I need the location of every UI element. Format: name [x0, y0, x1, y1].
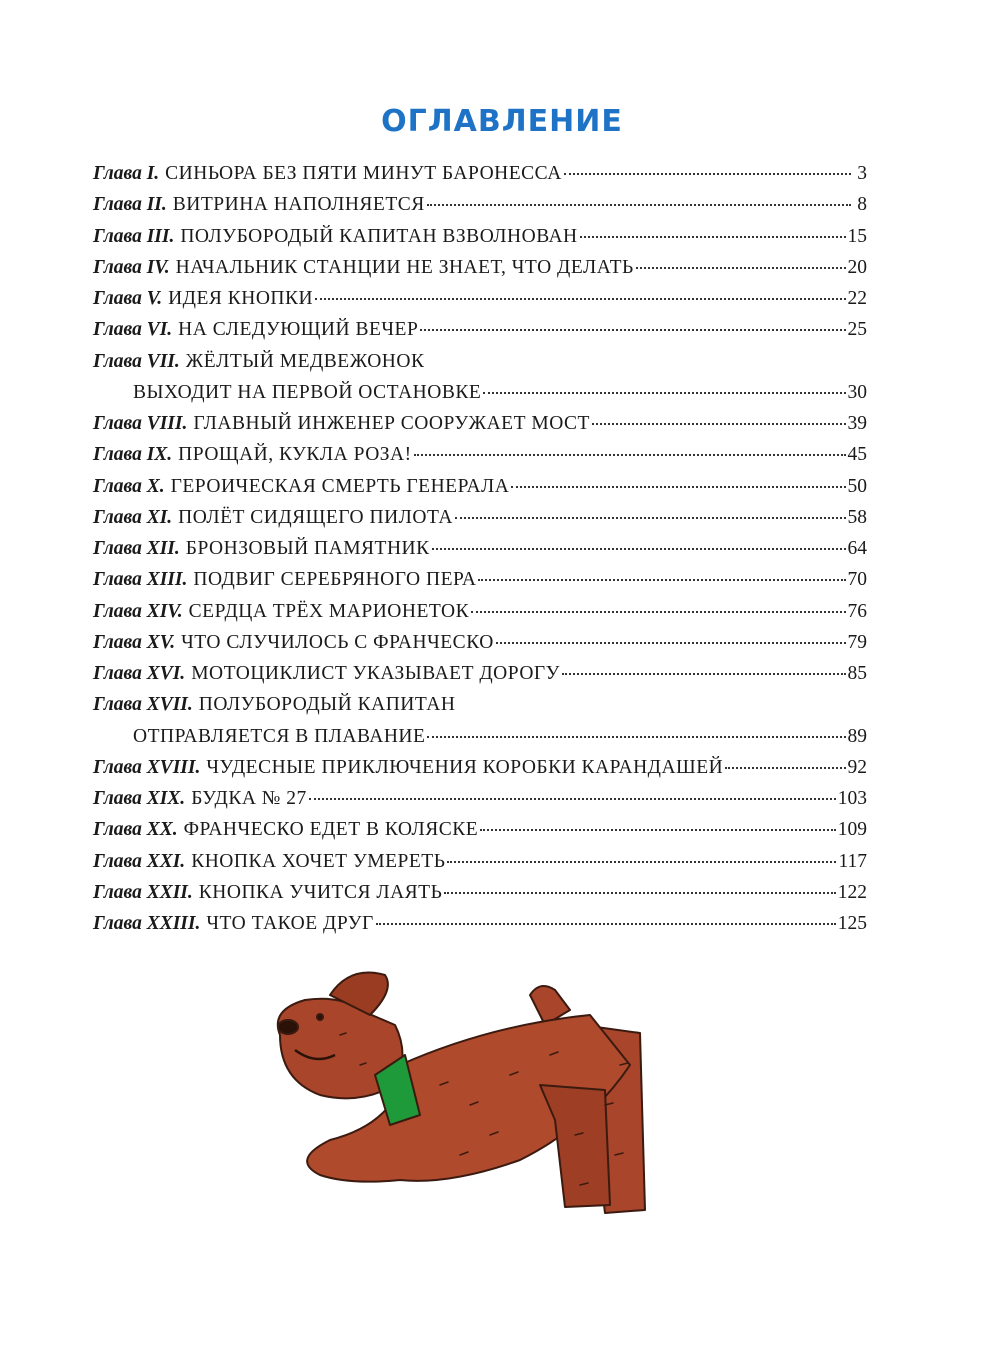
- chapter-title: КНОПКА УЧИТСЯ ЛАЯТЬ: [198, 881, 443, 903]
- page-number: 25: [847, 319, 867, 341]
- chapter-label: Глава XXII.: [93, 881, 193, 903]
- dog-nose: [278, 1020, 298, 1034]
- page-number: 125: [837, 913, 867, 934]
- chapter-title: ИДЕЯ КНОПКИ: [168, 288, 314, 309]
- toc-entry[interactable]: [93, 663, 867, 694]
- chapter-title-continuation: ОТПРАВЛЯЕТСЯ В ПЛАВАНИЕ: [133, 725, 426, 747]
- chapter-title: ПОЛУБОРОДЫЙ КАПИТАН ВЗВОЛНОВАН: [180, 225, 578, 247]
- dot-leader: [478, 579, 845, 581]
- toc-entry[interactable]: [93, 819, 867, 850]
- chapter-label: Глава IV.: [93, 256, 170, 278]
- chapter-title: СИНЬОРА БЕЗ ПЯТИ МИНУТ БАРОНЕССА: [165, 163, 562, 184]
- chapter-label: Глава VI.: [93, 319, 173, 341]
- dot-leader: [420, 329, 845, 331]
- chapter-title: ПРОЩАЙ, КУКЛА РОЗА!: [178, 444, 412, 466]
- toc-entry[interactable]: [93, 257, 867, 288]
- page-number: 58: [847, 506, 867, 528]
- dot-leader: [483, 392, 845, 394]
- dot-leader: [444, 892, 835, 894]
- page-number: 79: [847, 631, 867, 653]
- toc-entry[interactable]: [93, 601, 867, 632]
- chapter-title: ЖЁЛТЫЙ МЕДВЕЖОНОК: [185, 350, 425, 372]
- dot-leader: [447, 861, 836, 863]
- toc-entry[interactable]: [93, 694, 867, 725]
- chapter-title: СЕРДЦА ТРЁХ МАРИОНЕТОК: [188, 600, 470, 622]
- chapter-title: ПОЛЁТ СИДЯЩЕГО ПИЛОТА: [178, 506, 454, 528]
- page-number: 3: [857, 163, 867, 184]
- chapter-title: ГЕРОИЧЕСКАЯ СМЕРТЬ ГЕНЕРАЛА: [170, 475, 510, 497]
- page-number: 8: [857, 194, 867, 216]
- toc-entry[interactable]: [93, 882, 867, 913]
- chapter-title-continuation: ВЫХОДИТ НА ПЕРВОЙ ОСТАНОВКЕ: [133, 381, 482, 403]
- toc-entry[interactable]: [93, 194, 867, 225]
- chapter-label: Глава XV.: [93, 631, 176, 653]
- page-number: 15: [847, 225, 867, 247]
- chapter-title: ЧТО СЛУЧИЛОСЬ С ФРАНЧЕСКО: [181, 631, 494, 653]
- chapter-label: Глава VIII.: [93, 413, 188, 434]
- toc-entry[interactable]: [93, 538, 867, 569]
- toc-entry[interactable]: [93, 913, 867, 944]
- toc-entry[interactable]: [93, 413, 867, 444]
- dot-leader: [471, 611, 845, 613]
- chapter-label: Глава XIII.: [93, 569, 188, 591]
- chapter-title: КНОПКА ХОЧЕТ УМЕРЕТЬ: [191, 850, 446, 872]
- dot-leader: [564, 173, 851, 175]
- chapter-label: Глава XII.: [93, 538, 180, 559]
- toc-entry[interactable]: [93, 507, 867, 538]
- dog-eye: [317, 1014, 323, 1020]
- chapter-title: ГЛАВНЫЙ ИНЖЕНЕР СООРУЖАЕТ МОСТ: [193, 413, 590, 434]
- toc-entry[interactable]: [93, 288, 867, 319]
- chapter-label: Глава V.: [93, 288, 163, 309]
- toc-entry[interactable]: [93, 569, 867, 600]
- dot-leader: [511, 486, 845, 488]
- chapter-title: ЧУДЕСНЫЕ ПРИКЛЮЧЕНИЯ КОРОБКИ КАРАНДАШЕЙ: [206, 756, 724, 778]
- table-of-contents: [93, 163, 867, 944]
- dot-leader: [636, 267, 846, 269]
- dot-leader: [455, 517, 845, 519]
- page-number: 39: [847, 413, 867, 434]
- dot-leader: [414, 454, 846, 456]
- page-number: 85: [847, 663, 867, 684]
- chapter-title: ЧТО ТАКОЕ ДРУГ: [206, 913, 374, 934]
- chapter-label: Глава VII.: [93, 350, 180, 372]
- toc-entry[interactable]: [93, 226, 867, 257]
- toc-entry[interactable]: [93, 757, 867, 788]
- chapter-title: БУДКА № 27: [191, 788, 307, 809]
- page-number: 64: [847, 538, 867, 559]
- chapter-title: МОТОЦИКЛИСТ УКАЗЫВАЕТ ДОРОГУ: [191, 663, 560, 684]
- dot-leader: [432, 548, 846, 550]
- chapter-label: Глава XXIII.: [93, 913, 201, 934]
- page-number: 45: [847, 444, 867, 466]
- chapter-title: ФРАНЧЕСКО ЕДЕТ В КОЛЯСКЕ: [183, 819, 479, 841]
- chapter-label: Глава X.: [93, 475, 165, 497]
- toc-entry[interactable]: [93, 444, 867, 475]
- dot-leader: [427, 736, 845, 738]
- toc-entry-continuation[interactable]: [93, 382, 867, 413]
- chapter-label: Глава XXI.: [93, 850, 186, 872]
- toc-entry[interactable]: [93, 319, 867, 350]
- dot-leader: [427, 204, 851, 206]
- chapter-title: БРОНЗОВЫЙ ПАМЯТНИК: [185, 538, 430, 559]
- chapter-label: Глава IX.: [93, 444, 173, 466]
- toc-entry[interactable]: [93, 851, 867, 882]
- page-number: 122: [837, 881, 867, 903]
- toc-entry[interactable]: [93, 476, 867, 507]
- dot-leader: [309, 798, 836, 800]
- chapter-label: Глава XIX.: [93, 788, 186, 809]
- dog-front-leg: [540, 1085, 610, 1207]
- page-number: 30: [847, 381, 867, 403]
- chapter-title: ПОЛУБОРОДЫЙ КАПИТАН: [198, 694, 456, 716]
- toc-entry[interactable]: [93, 351, 867, 382]
- chapter-title: ВИТРИНА НАПОЛНЯЕТСЯ: [172, 194, 425, 216]
- toc-entry[interactable]: [93, 163, 867, 194]
- dot-leader: [315, 298, 845, 300]
- page-number: 109: [837, 819, 867, 841]
- toc-entry[interactable]: [93, 632, 867, 663]
- chapter-label: Глава XVIII.: [93, 756, 201, 778]
- page-number: 103: [837, 788, 867, 809]
- chapter-title: ПОДВИГ СЕРЕБРЯНОГО ПЕРА: [193, 569, 477, 591]
- chapter-title: НАЧАЛЬНИК СТАНЦИИ НЕ ЗНАЕТ, ЧТО ДЕЛАТЬ: [175, 256, 634, 278]
- chapter-label: Глава XVI.: [93, 663, 186, 684]
- chapter-label: Глава XX.: [93, 819, 178, 841]
- dot-leader: [580, 236, 846, 238]
- page-number: 92: [847, 756, 867, 778]
- dot-leader: [562, 673, 846, 675]
- page-number: 70: [847, 569, 867, 591]
- dog-illustration-icon: [210, 955, 750, 1235]
- chapter-label: Глава II.: [93, 194, 167, 216]
- chapter-label: Глава XVII.: [93, 694, 193, 716]
- chapter-label: Глава XIV.: [93, 600, 183, 622]
- page-title: ОГЛАВЛЕНИЕ: [381, 104, 623, 139]
- chapter-label: Глава III.: [93, 225, 175, 247]
- page-number: 89: [847, 725, 867, 747]
- chapter-label: Глава I.: [93, 163, 160, 184]
- dot-leader: [496, 642, 846, 644]
- toc-entry-continuation[interactable]: [93, 726, 867, 757]
- page-number: 76: [847, 600, 867, 622]
- dot-leader: [592, 423, 846, 425]
- chapter-title: НА СЛЕДУЮЩИЙ ВЕЧЕР: [178, 319, 419, 341]
- dot-leader: [376, 923, 836, 925]
- dot-leader: [480, 829, 836, 831]
- dot-leader: [725, 767, 845, 769]
- page-number: 117: [838, 850, 867, 872]
- page-number: 20: [847, 256, 867, 278]
- chapter-label: Глава XI.: [93, 506, 173, 528]
- page-number: 50: [847, 475, 867, 497]
- toc-entry[interactable]: [93, 788, 867, 819]
- page-number: 22: [847, 288, 867, 309]
